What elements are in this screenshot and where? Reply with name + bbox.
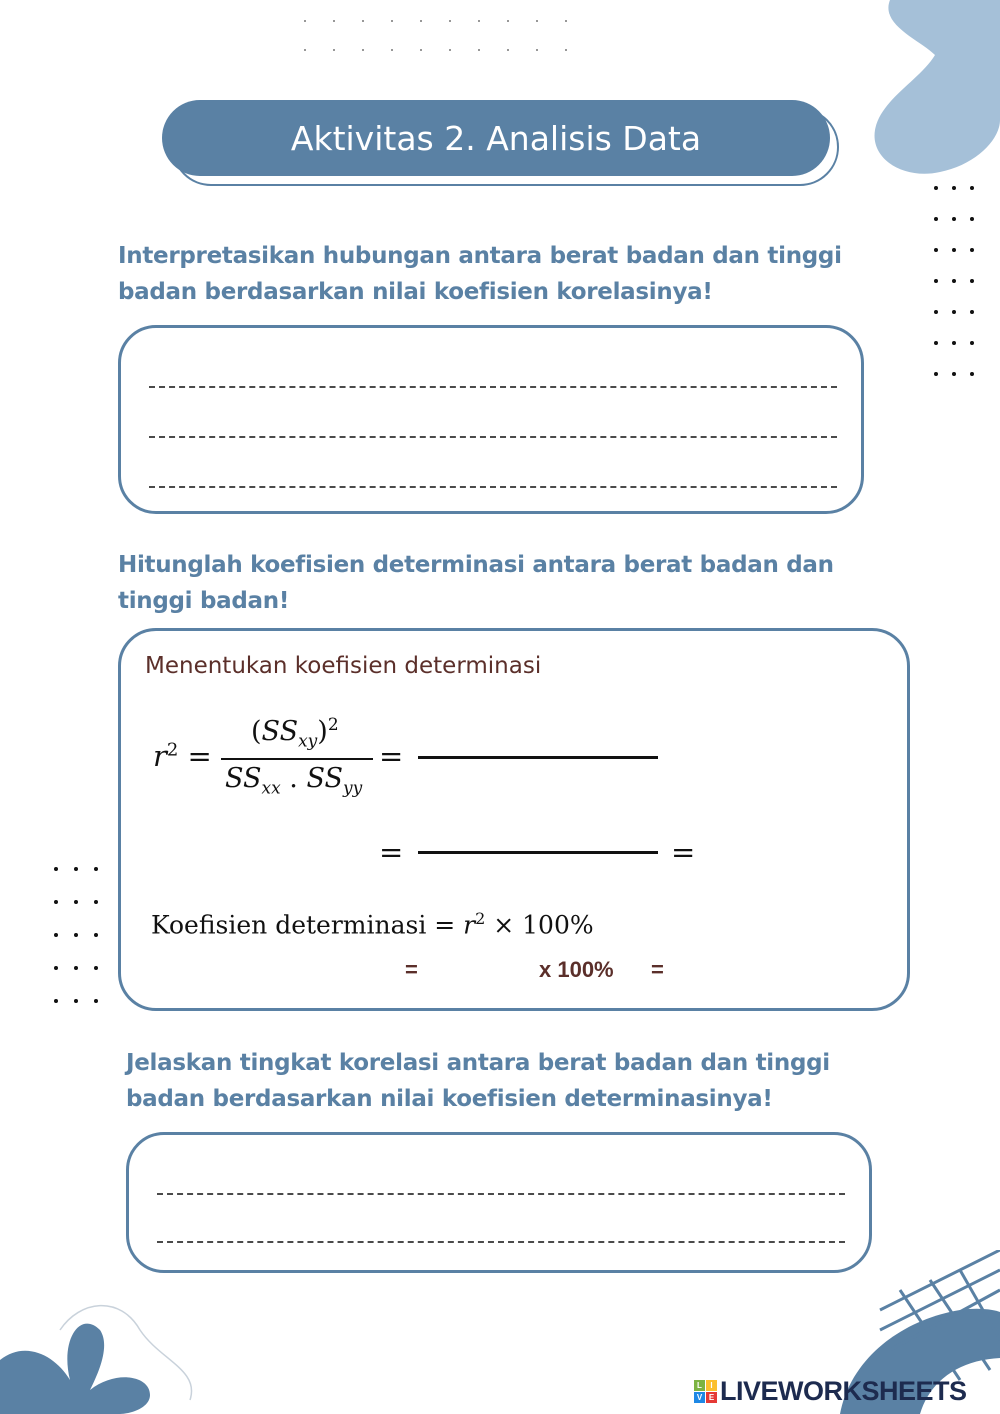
determinasi-rest: × 100% xyxy=(485,910,594,940)
dots-right xyxy=(934,186,988,376)
question-1 xyxy=(118,238,898,310)
formula-r: r xyxy=(153,739,167,773)
calc-subtitle: Menentukan koefisien determinasi xyxy=(145,653,542,679)
determinasi-r: r xyxy=(463,910,476,940)
num-ss: SS xyxy=(261,716,299,747)
dots-left xyxy=(54,867,114,1003)
question-3-line-1: Jelaskan tingkat korelasi antara berat badan dan tinggi xyxy=(126,1050,830,1076)
logo-letter-e: E xyxy=(706,1392,717,1403)
logo-letter-v: V xyxy=(694,1392,705,1403)
answer-line-3[interactable] xyxy=(149,486,837,488)
question-3 xyxy=(126,1045,906,1117)
formula-r-exp: 2 xyxy=(166,739,179,761)
liveworksheets-logo xyxy=(694,1376,967,1407)
dots-top-center xyxy=(304,20,594,51)
formula-denominator xyxy=(225,763,362,798)
question-2-line-1: Hitunglah koefisien determinasi antara berat badan dan xyxy=(118,552,834,578)
logo-letter-l: L xyxy=(694,1380,705,1391)
logo-letter-i: I xyxy=(706,1380,717,1391)
calc-result-equals: = xyxy=(651,957,664,982)
blank-line-1[interactable] xyxy=(418,756,658,759)
determinasi-exp: 2 xyxy=(475,909,486,928)
den-dot: . xyxy=(280,763,307,794)
determinasi-label: Koefisien determinasi = xyxy=(151,910,464,940)
den-ss-2: SS xyxy=(306,763,343,794)
den-ss-1: SS xyxy=(225,763,262,794)
blob-top-right xyxy=(860,0,1000,180)
logo-icon xyxy=(694,1380,717,1403)
formula-fraction-bar xyxy=(221,758,373,760)
question-2 xyxy=(118,547,898,619)
answer-line-4[interactable] xyxy=(157,1193,845,1195)
num-open-paren: ( xyxy=(251,716,262,747)
question-1-line-2: badan berdasarkan nilai koefisien korelasinya! xyxy=(118,279,713,305)
den-sub-yy: yy xyxy=(343,778,363,799)
answer-box-1[interactable] xyxy=(118,325,864,514)
num-sub-xy: xy xyxy=(298,731,318,752)
answer-line-2[interactable] xyxy=(149,436,837,438)
answer-box-3[interactable] xyxy=(126,1132,872,1273)
answer-line-1[interactable] xyxy=(149,386,837,388)
formula-equals-2: = xyxy=(379,739,404,773)
brand-name: LIVEWORKSHEETS xyxy=(720,1376,967,1406)
title-banner xyxy=(162,100,837,186)
formula-equals-3: = xyxy=(379,835,404,869)
num-exp: 2 xyxy=(327,715,339,735)
formula-equals-4: = xyxy=(671,835,696,869)
question-3-line-2: badan berdasarkan nilai koefisien determinasinya! xyxy=(126,1086,773,1112)
leaf-bottom-left xyxy=(0,1300,210,1414)
page-title: Aktivitas 2. Analisis Data xyxy=(162,100,830,176)
blank-line-2[interactable] xyxy=(418,851,658,854)
formula-numerator xyxy=(251,715,339,751)
question-1-line-1: Interpretasikan hubungan antara berat badan dan tinggi xyxy=(118,243,842,269)
determinasi-formula xyxy=(151,909,594,939)
answer-line-5[interactable] xyxy=(157,1241,845,1243)
question-2-line-2: tinggi badan! xyxy=(118,588,290,614)
calculation-box xyxy=(118,628,910,1011)
formula-lhs xyxy=(153,739,212,773)
formula-equals-1: = xyxy=(187,739,212,773)
den-sub-xx: xx xyxy=(261,778,281,799)
calc-equals: = xyxy=(405,957,418,982)
calc-times-100: x 100% xyxy=(539,957,614,982)
num-close-paren: ) xyxy=(317,716,328,747)
